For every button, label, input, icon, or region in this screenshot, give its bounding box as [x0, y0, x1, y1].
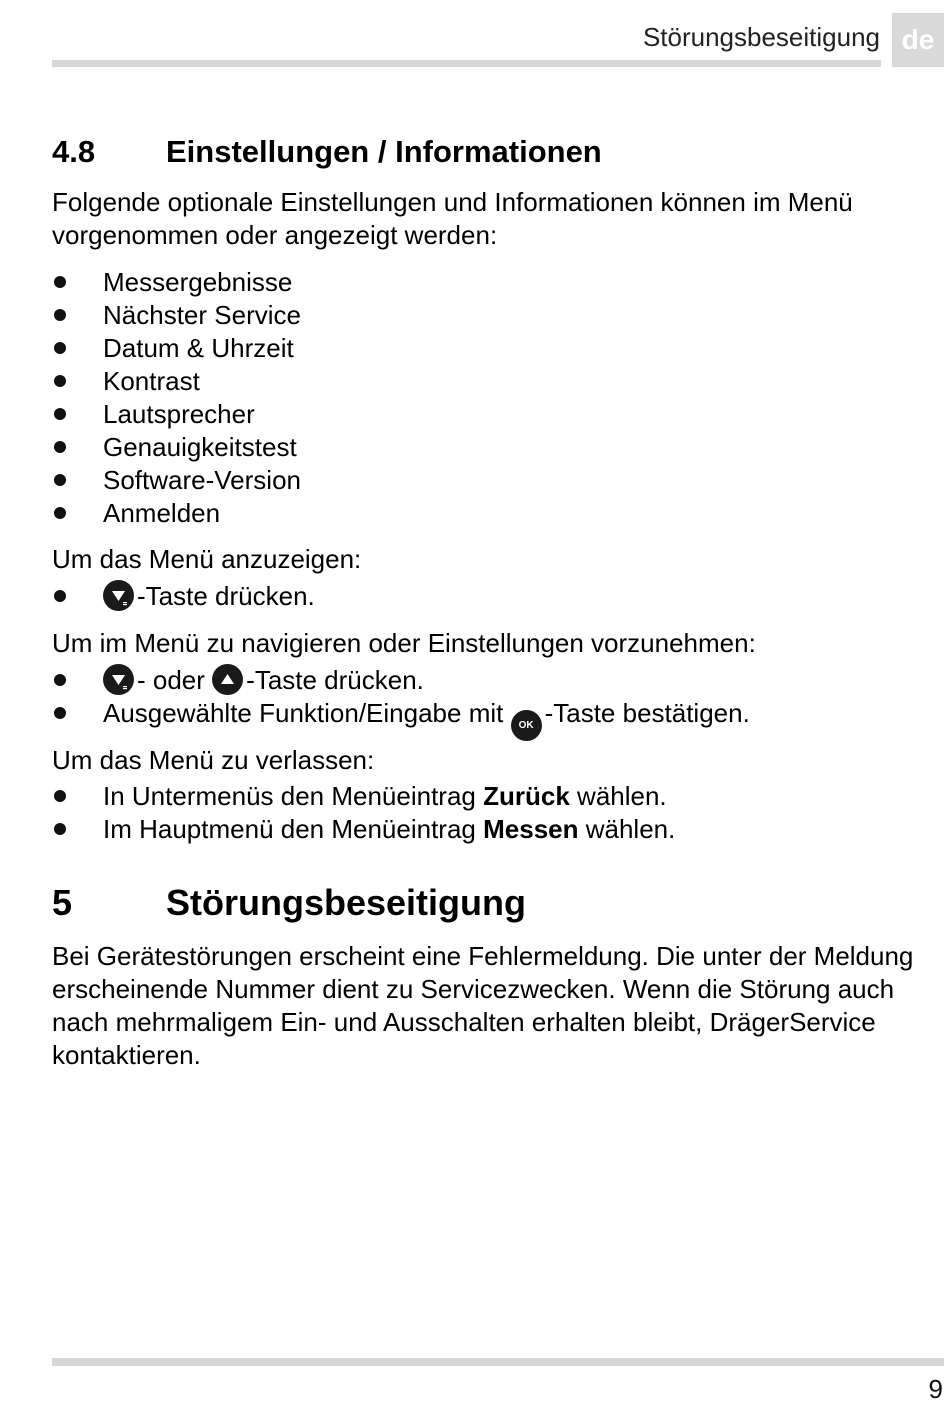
step-text: Ausgewählte Funktion/Eingabe mit [103, 698, 511, 728]
list-item: Genauigkeitstest [52, 431, 942, 464]
list-item: Nächster Service [52, 299, 942, 332]
section-number: 4.8 [52, 134, 96, 169]
section-title: Einstellungen / Informationen [166, 134, 602, 169]
down-menu-key-icon [103, 664, 134, 695]
page-number: 9 [928, 1374, 943, 1404]
step-text: -Taste bestätigen. [544, 698, 750, 728]
footer-rule [52, 1358, 944, 1366]
list-item [52, 697, 942, 741]
list-item [52, 780, 942, 813]
section-number: 5 [52, 882, 73, 923]
navigate-lead: Um im Menü zu navigieren oder Einstellungen vorzunehmen: [52, 628, 756, 658]
section-body: Bei Gerätestörungen erscheint eine Fehlermeldung. Die unter der Meldung erscheinende Nummer dient zu Servicezwecken. Wenn die Störung auch nach mehrmaligem Ein- und Ausschalten erhalten bleibt, DrägerService kontaktieren. [52, 941, 914, 1070]
show-menu-lead: Um das Menü anzuzeigen: [52, 544, 362, 574]
show-menu-steps [52, 580, 942, 613]
ok-key-icon: OK [511, 710, 542, 741]
leave-steps [52, 780, 942, 846]
section-title: Störungsbeseitigung [166, 882, 526, 923]
step-text: wählen. [569, 781, 667, 811]
leave-lead: Um das Menü zu verlassen: [52, 745, 375, 775]
step-text: Im Hauptmenü den Menüeintrag [103, 814, 484, 844]
list-item: Kontrast [52, 365, 942, 398]
section-intro: Folgende optionale Einstellungen und Informationen können im Menü vorgenommen oder angezeigt werden: [52, 187, 853, 250]
list-item [52, 813, 942, 846]
settings-list [52, 266, 942, 530]
language-badge: de [892, 13, 944, 67]
list-item: Lautsprecher [52, 398, 942, 431]
navigate-steps [52, 664, 942, 741]
header-rule [52, 60, 881, 67]
list-item [52, 580, 942, 613]
step-text: -Taste drücken. [137, 581, 315, 611]
step-text: wählen. [578, 814, 676, 844]
header-title: Störungsbeseitigung [642, 22, 880, 52]
list-item [52, 664, 942, 697]
up-key-icon [212, 664, 243, 695]
list-item: Datum & Uhrzeit [52, 332, 942, 365]
down-menu-key-icon [103, 580, 134, 611]
menu-entry-back: Zurück [483, 781, 570, 811]
step-text: -Taste drücken. [246, 665, 424, 695]
menu-entry-measure: Messen [483, 814, 579, 844]
list-item: Anmelden [52, 497, 942, 530]
step-text: - oder [137, 665, 213, 695]
step-text: In Untermenüs den Menüeintrag [103, 781, 484, 811]
list-item: Messergebnisse [52, 266, 942, 299]
list-item: Software-Version [52, 464, 942, 497]
section-heading-5 [52, 882, 526, 924]
section-heading-4-8 [52, 134, 602, 170]
